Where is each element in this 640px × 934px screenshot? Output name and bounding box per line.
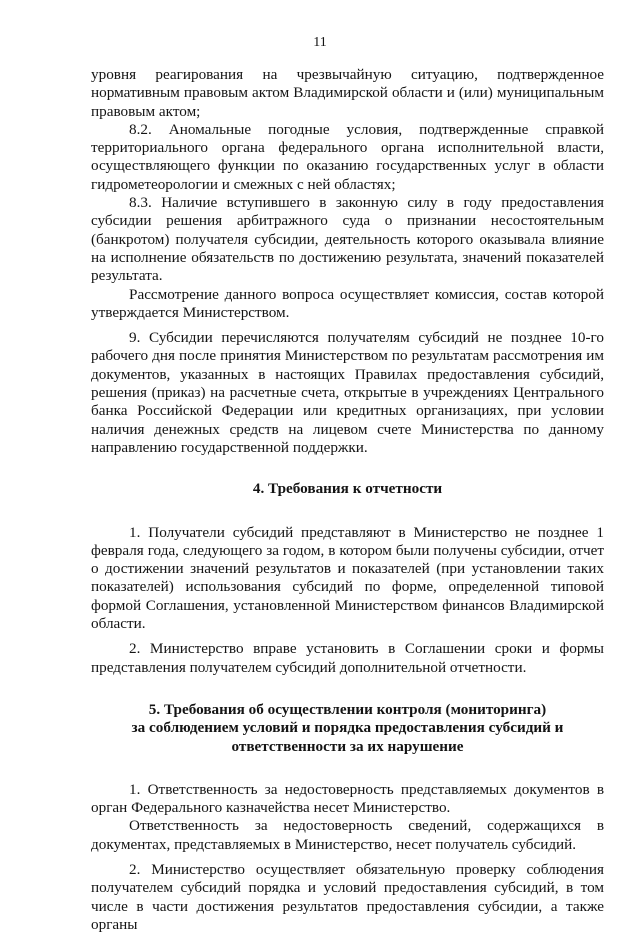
section-5-heading-line-2: за соблюдением условий и порядка предоставления субсидий и bbox=[131, 719, 564, 737]
section-5-heading-line-3: ответственности за их нарушение bbox=[231, 737, 464, 755]
paragraph-4-2: 2. Министерство вправе установить в Соглашении сроки и формы представления получателем субсидий дополнительной отчетности. bbox=[91, 640, 604, 676]
page-number: 11 bbox=[313, 35, 327, 50]
section-5-heading bbox=[91, 701, 604, 756]
paragraph-emergency-continuation: уровня реагирования на чрезвычайную ситуацию, подтвержденное нормативным правовым актом Владимирской области и (или) муниципальным правовым актом; bbox=[91, 66, 604, 120]
paragraph-commission: Рассмотрение данного вопроса осуществляет комиссия, состав которой утверждается Министерством. bbox=[91, 285, 604, 321]
section-4-heading: 4. Требования к отчетности bbox=[252, 480, 443, 498]
section-5-heading-line-1: 5. Требования об осуществлении контроля (мониторинга) bbox=[148, 700, 547, 718]
paragraph-8-3: 8.3. Наличие вступившего в законную силу в году предоставления субсидии решения арбитражного суда о признании несостоятельным (банкротом) получателя субсидии, деятельность которого оказывала влияние на исполнение обязательств по достижению результата, значений показателей результата. bbox=[91, 194, 604, 285]
paragraph-9: 9. Субсидии перечисляются получателям субсидий не позднее 10-го рабочего дня после принятия Министерством по результатам рассмотрения им документов, указанных в настоящих Правилах предоставления субсидий, решения (приказ) на расчетные счета, открытые в учреждениях Центрального банка Российской Федерации или кредитных организациях, при условии наличия денежных средств на лицевом счете Министерства по данному направлению государственной поддержки. bbox=[91, 329, 604, 456]
paragraph-5-1: 1. Ответственность за недостоверность представляемых документов в орган Федерального казначейства несет Министерство. bbox=[91, 780, 604, 817]
paragraph-4-1: 1. Получатели субсидий представляют в Министерство не позднее 1 февраля года, следующего за годом, в котором были получены субсидии, отчет о достижении значений результатов и показателей (при установлении таких показателей) использования субсидий по форме, определенной типовой формой Соглашения, установленной Министерством финансов Владимирской области. bbox=[91, 523, 604, 633]
paragraph-5-1-liability: Ответственность за недостоверность сведений, содержащихся в документах, представляемых в Министерство, несет получатель субсидий. bbox=[91, 817, 604, 853]
document-body bbox=[91, 66, 604, 934]
paragraph-5-2: 2. Министерство осуществляет обязательную проверку соблюдения получателем субсидий порядка и условий предоставления субсидий, в том числе в части достижения результатов предоставления субсидии, а также органы bbox=[91, 860, 604, 933]
paragraph-8-2: 8.2. Аномальные погодные условия, подтвержденные справкой территориального органа федерального органа исполнительной власти, осуществляющего функции по оказанию государственных услуг в области гидрометеорологии и смежных с ней областях; bbox=[91, 120, 604, 193]
